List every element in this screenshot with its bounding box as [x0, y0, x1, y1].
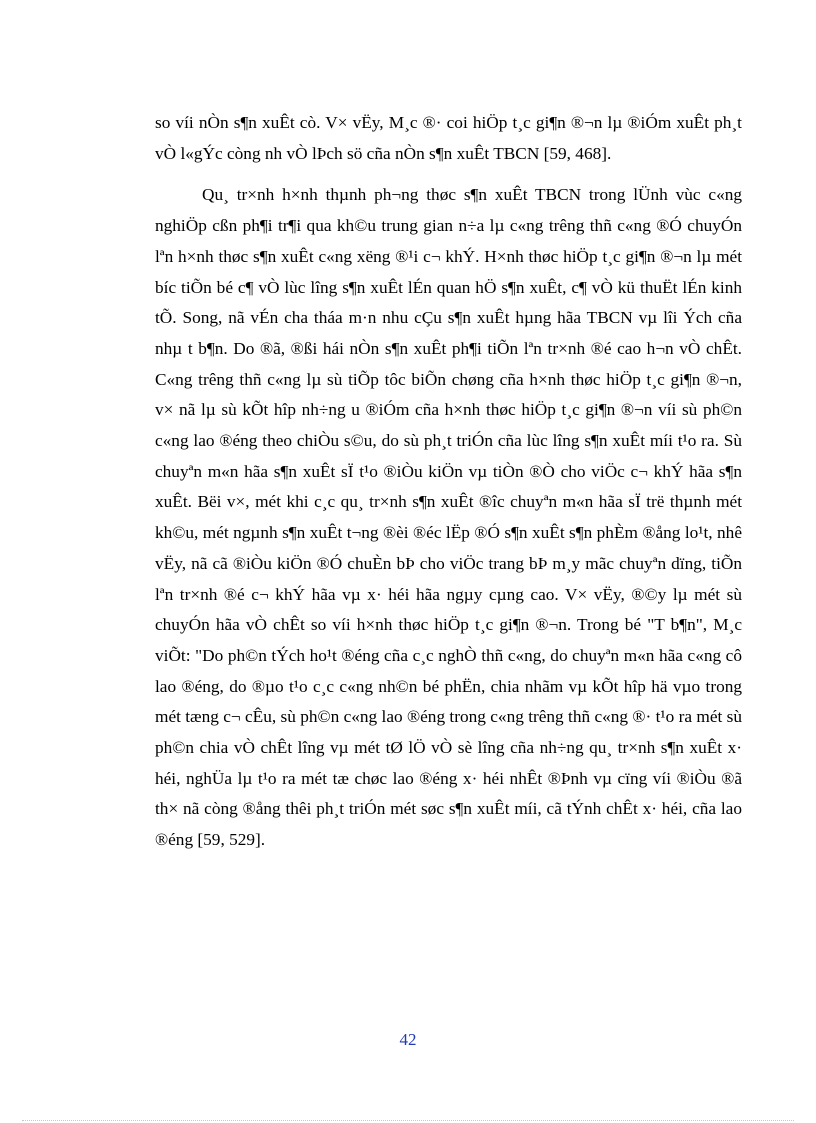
- footer-divider: [22, 1120, 794, 1121]
- body-text: [155, 108, 742, 856]
- paragraph-2: Qu¸ tr×nh h×nh thµnh ph¬ng thøc s¶n xuÊt TBCN trong lÜnh vùc c«ng nghiÖp cßn ph¶i tr¶i qua kh©u trung gian n÷a lµ c«ng trêng thñ c«ng ®Ó chuyÓn lªn h×nh thøc s¶n xuÊt c«ng xëng ®¹i c¬ khÝ. H×nh thøc hiÖp t¸c gi¶n ®¬n lµ mét bíc tiÕn bé c¶ vÒ lùc lîng s¶n xuÊt lÉn quan hÖ s¶n xuÊt, c¶ vÒ kü thuËt lÉn kinh tÕ. Song, nã vÉn cha tháa m·n nhu cÇu s¶n xuÊt hµng hãa TBCN vµ lîi Ých cña nhµ t b¶n. Do ®ã, ®ßi hái nÒn s¶n xuÊt ph¶i tiÕn lªn tr×nh ®é cao h¬n vÒ chÊt. C«ng trêng thñ c«ng lµ sù tiÕp tôc biÕn chøng cña h×nh thøc hiÖp t¸c gi¶n ®¬n, v× nã lµ sù kÕt hîp nh÷ng u ®iÓm cña h×nh thøc hiÖp t¸c gi¶n ®¬n víi sù ph©n c«ng lao ®éng theo chiÒu s©u, do sù ph¸t triÓn cña lùc lîng s¶n xuÊt míi t¹o ra. Sù chuyªn m«n hãa s¶n xuÊt sÏ t¹o ®iÒu kiÖn vµ tiÒn ®Ò cho viÖc c¬ khÝ hãa s¶n xuÊt. Bëi v×, mét khi c¸c qu¸ tr×nh s¶n xuÊt ®îc chuyªn m«n hãa sÏ trë thµnh mét kh©u, mét ngµnh s¶n xuÊt t¬ng ®èi ®éc lËp ®Ó s¶n xuÊt s¶n phÈm ®ång lo¹t, nhê vËy, nã cã ®iÒu kiÖn ®Ó chuÈn bÞ cho viÖc trang bÞ m¸y mãc chuyªn dïng, tiÕn lªn tr×nh ®é c¬ khÝ hãa vµ x· héi hãa ngµy cµng cao. V× vËy, ®©y lµ mét sù chuyÓn hãa vÒ chÊt so víi h×nh thøc hiÖp t¸c gi¶n ®¬n. Trong bé "T b¶n", M¸c viÕt: "Do ph©n tÝch ho¹t ®éng cña c¸c nghÒ thñ c«ng, do chuyªn m«n hãa c«ng cô lao ®éng, do ®µo t¹o c¸c c«ng nh©n bé phËn, chia nhãm vµ kÕt hîp hä vµo trong mét tæng c¬ cÊu, sù ph©n c«ng lao ®éng trong c«ng trêng thñ c«ng ®· t¹o ra mét sù ph©n chia vÒ chÊt lîng vµ mét tØ lÖ vÒ sè lîng cña nh÷ng qu¸ tr×nh s¶n xuÊt x· héi, nghÜa lµ t¹o ra mét tæ chøc lao ®éng x· héi nhÊt ®Þnh vµ cïng víi ®iÒu ®ã th× nã còng ®ång thêi ph¸t triÓn mét søc s¶n xuÊt míi, cã tÝnh chÊt x· héi, cña lao ®éng [59, 529].: [155, 185, 742, 850]
- page-number: 42: [399, 1030, 417, 1049]
- paragraph-1: so víi nÒn s¶n xuÊt cò. V× vËy, M¸c ®· coi hiÖp t¸c gi¶n ®¬n lµ ®iÓm xuÊt ph¸t vÒ l«gÝc còng nh vÒ lÞch sö cña nÒn s¶n xuÊt TBCN [59, 468].: [155, 113, 742, 163]
